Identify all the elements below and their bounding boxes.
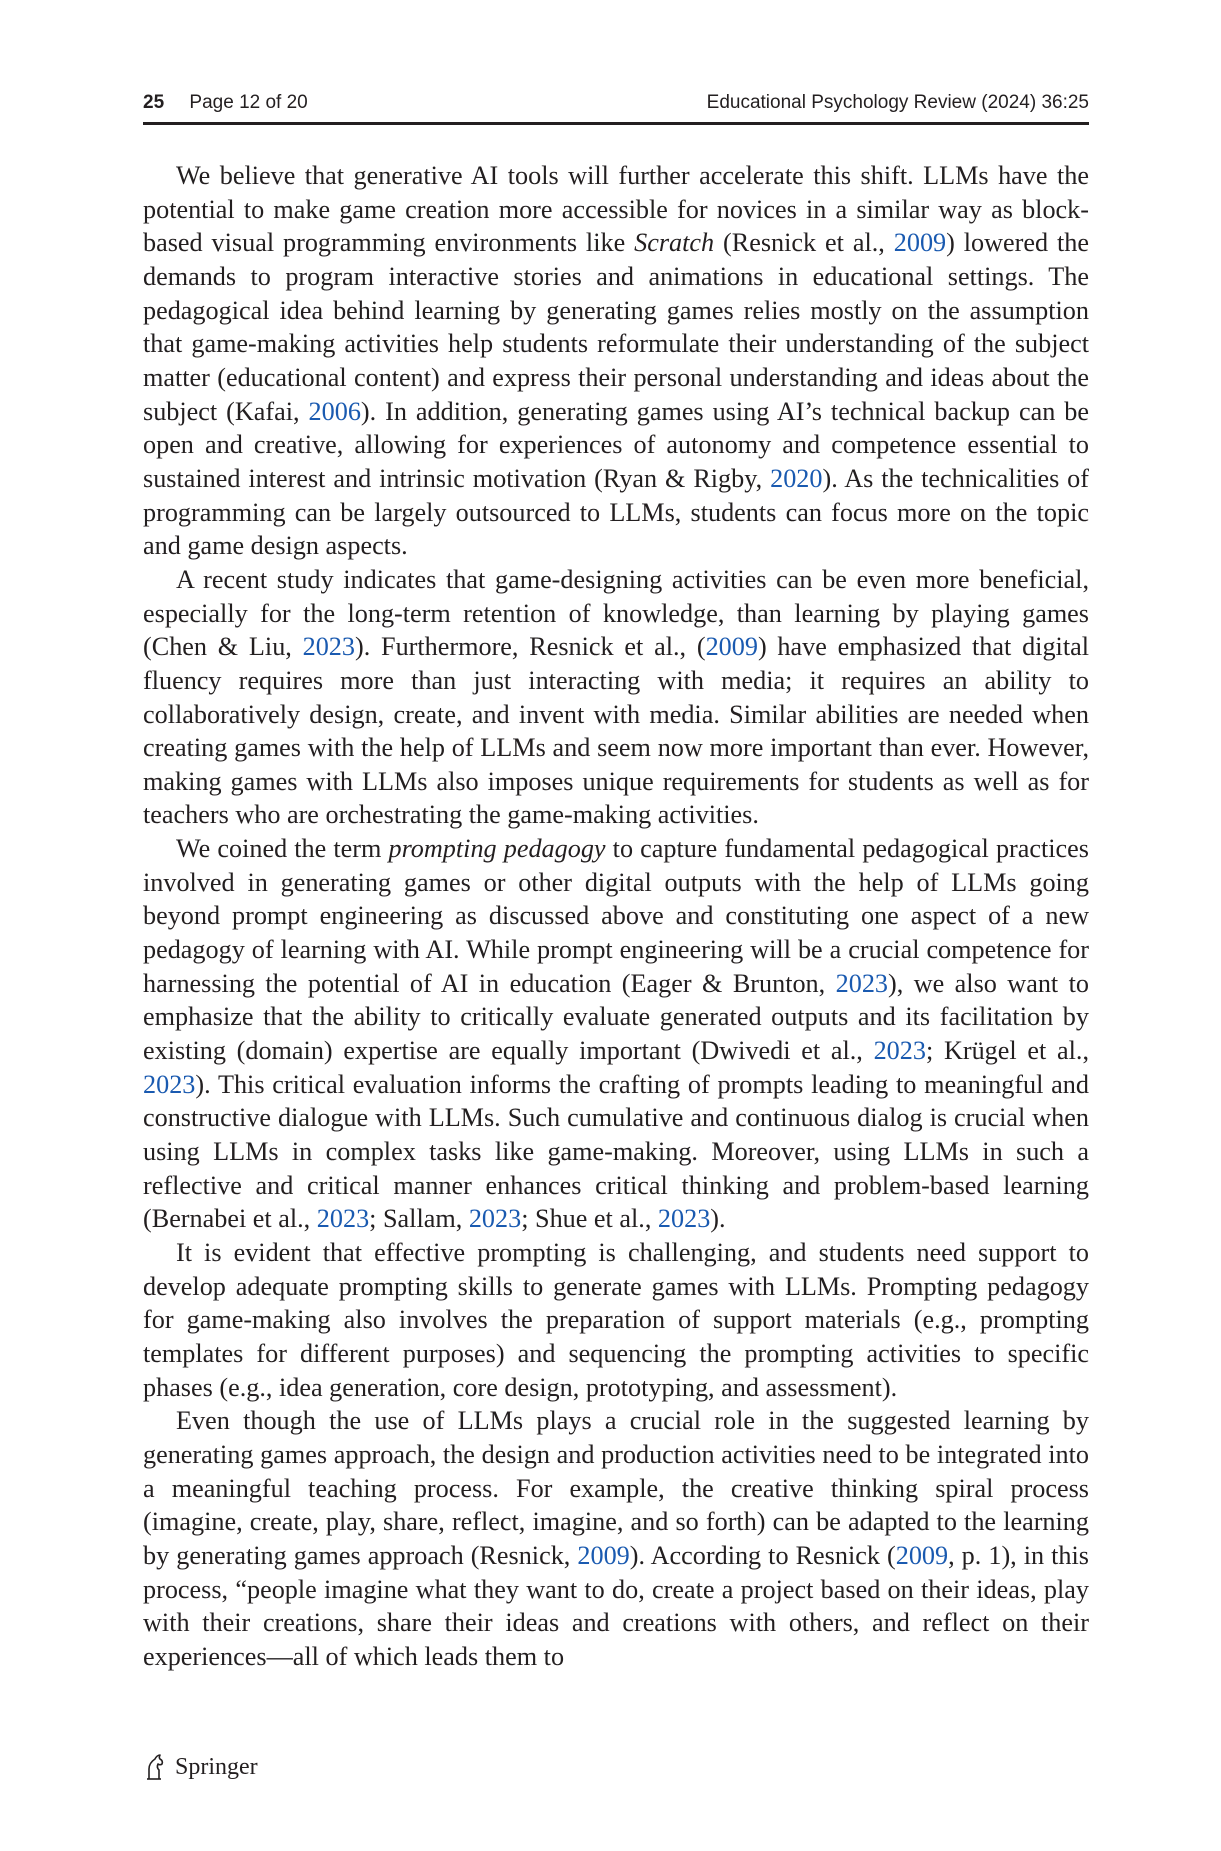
text-run: ). [710, 1204, 726, 1234]
text-run: to capture fundamental pedagogical practices involved in generating games or other digital outputs with the help of LLMs going beyond prompt engineering as discussed above and constituting one aspect of a new pedagogy of learning with AI. While prompt engineering will be a crucial competence for harnessing the potential of AI in education (Eager & Brunton, [143, 834, 1089, 998]
header-left [143, 92, 308, 114]
text-run: ). As the technicalities of programming can be largely outsourced to LLMs, students can focus more on the topic and game design aspects. [143, 463, 1089, 561]
text-run: ; Sallam, [369, 1204, 469, 1234]
citation-link[interactable]: 2023 [302, 632, 355, 662]
citation-link[interactable]: 2023 [143, 1069, 196, 1099]
text-run: ). According to Resnick ( [629, 1540, 896, 1570]
text-run: A recent study indicates that game-designing activities can be even more beneficial, especially for the long-term retention of knowledge, than learning by playing games (Chen & Liu, [143, 564, 1089, 662]
text-run: ; Shue et al., [521, 1204, 658, 1234]
paragraph [143, 159, 1089, 563]
publisher-name: Springer [175, 1753, 258, 1780]
citation-link[interactable]: 2023 [316, 1204, 370, 1234]
publisher-footer [143, 1752, 258, 1782]
text-run: ; Krügel et al., [925, 1036, 1089, 1066]
citation-link[interactable]: 2023 [657, 1204, 711, 1234]
text-run: ). In addition, generating games using AI’s technical backup can be open and creative, allowing for experiences of autonomy and competence essential to sustained interest and intrinsic motivation (Ryan & Rigby, [143, 396, 1089, 493]
paragraph [143, 563, 1089, 832]
text-run: (Resnick et al., [714, 228, 894, 258]
citation-link[interactable]: 2023 [468, 1204, 522, 1234]
text-run: We coined the term [176, 834, 389, 864]
springer-horse-icon [143, 1753, 165, 1781]
paragraph [143, 1404, 1089, 1673]
citation-link[interactable]: 2009 [893, 228, 947, 258]
text-run: , p. 1), in this process, “people imagine what they want to do, create a project based on their ideas, play with their creations, share their ideas and creations with others, and reflect on their experiences—all of which leads them to [143, 1540, 1089, 1671]
citation-link[interactable]: 2020 [770, 463, 823, 493]
text-run: We believe that generative AI tools will further accelerate this shift. LLMs have the potential to make game creation more accessible for novices in a similar way as block-based visual programming environments like [143, 161, 1089, 258]
paragraph [143, 1236, 1089, 1404]
italic-term: prompting pedagogy [388, 834, 606, 864]
italic-term: Scratch [634, 228, 715, 258]
journal-citation: Educational Psychology Review (2024) 36:25 [706, 92, 1089, 113]
citation-link[interactable]: 2009 [705, 632, 758, 662]
citation-link[interactable]: 2023 [835, 968, 889, 998]
paragraph [143, 832, 1089, 1236]
text-run: It is evident that effective prompting is challenging, and students need support to develop adequate prompting skills to generate games with LLMs. Prompting pedagogy for game-making also involves the preparation of support materials (e.g., prompting templates for different purposes) and sequencing the prompting activities to specific phases (e.g., idea generation, core design, prototyping, and assessment). [143, 1238, 1089, 1402]
text-run: ). Furthermore, Resnick et al., ( [354, 632, 706, 662]
text-run: ) lowered the demands to program interactive stories and animations in educational settings. The pedagogical idea behind learning by generating games relies mostly on the assumption that game-making activities help students reformulate their understanding of the subject matter (educational content) and express their personal understanding and ideas about the subject (Kafai, [143, 228, 1090, 426]
text-run: ) have emphasized that digital fluency requires more than just interacting with media; it requires an ability to collaboratively design, create, and invent with media. Similar abilities are needed when creating games with the help of LLMs and seem now more important than ever. However, making games with LLMs also imposes unique requirements for students as well as for teachers who are orchestrating the game-making activities. [143, 632, 1089, 830]
citation-link[interactable]: 2006 [308, 396, 361, 426]
article-body [143, 159, 1089, 1674]
text-run: Even though the use of LLMs plays a crucial role in the suggested learning by generating games approach, the design and production activities need to be integrated into a meaningful teaching process. For example, the creative thinking spiral process (imagine, create, play, share, reflect, imagine, and so forth) can be adapted to the learning by generating games approach (Resnick, [143, 1406, 1089, 1570]
text-run: ), we also want to emphasize that the ability to critically evaluate generated outputs and its facilitation by existing (domain) expertise are equally important (Dwivedi et al., [143, 968, 1089, 1066]
running-header [143, 88, 1089, 125]
citation-link[interactable]: 2009 [577, 1540, 630, 1570]
article-number: 25 [143, 92, 165, 113]
page-indicator: Page 12 of 20 [189, 92, 308, 113]
text-run: ). This critical evaluation informs the crafting of prompts leading to meaningful and constructive dialogue with LLMs. Such cumulative and continuous dialog is crucial when using LLMs in complex tasks like game-making. Moreover, using LLMs in such a reflective and critical manner enhances critical thinking and problem-based learning (Bernabei et al., [143, 1069, 1089, 1234]
citation-link[interactable]: 2023 [873, 1036, 926, 1066]
citation-link[interactable]: 2009 [895, 1540, 949, 1570]
